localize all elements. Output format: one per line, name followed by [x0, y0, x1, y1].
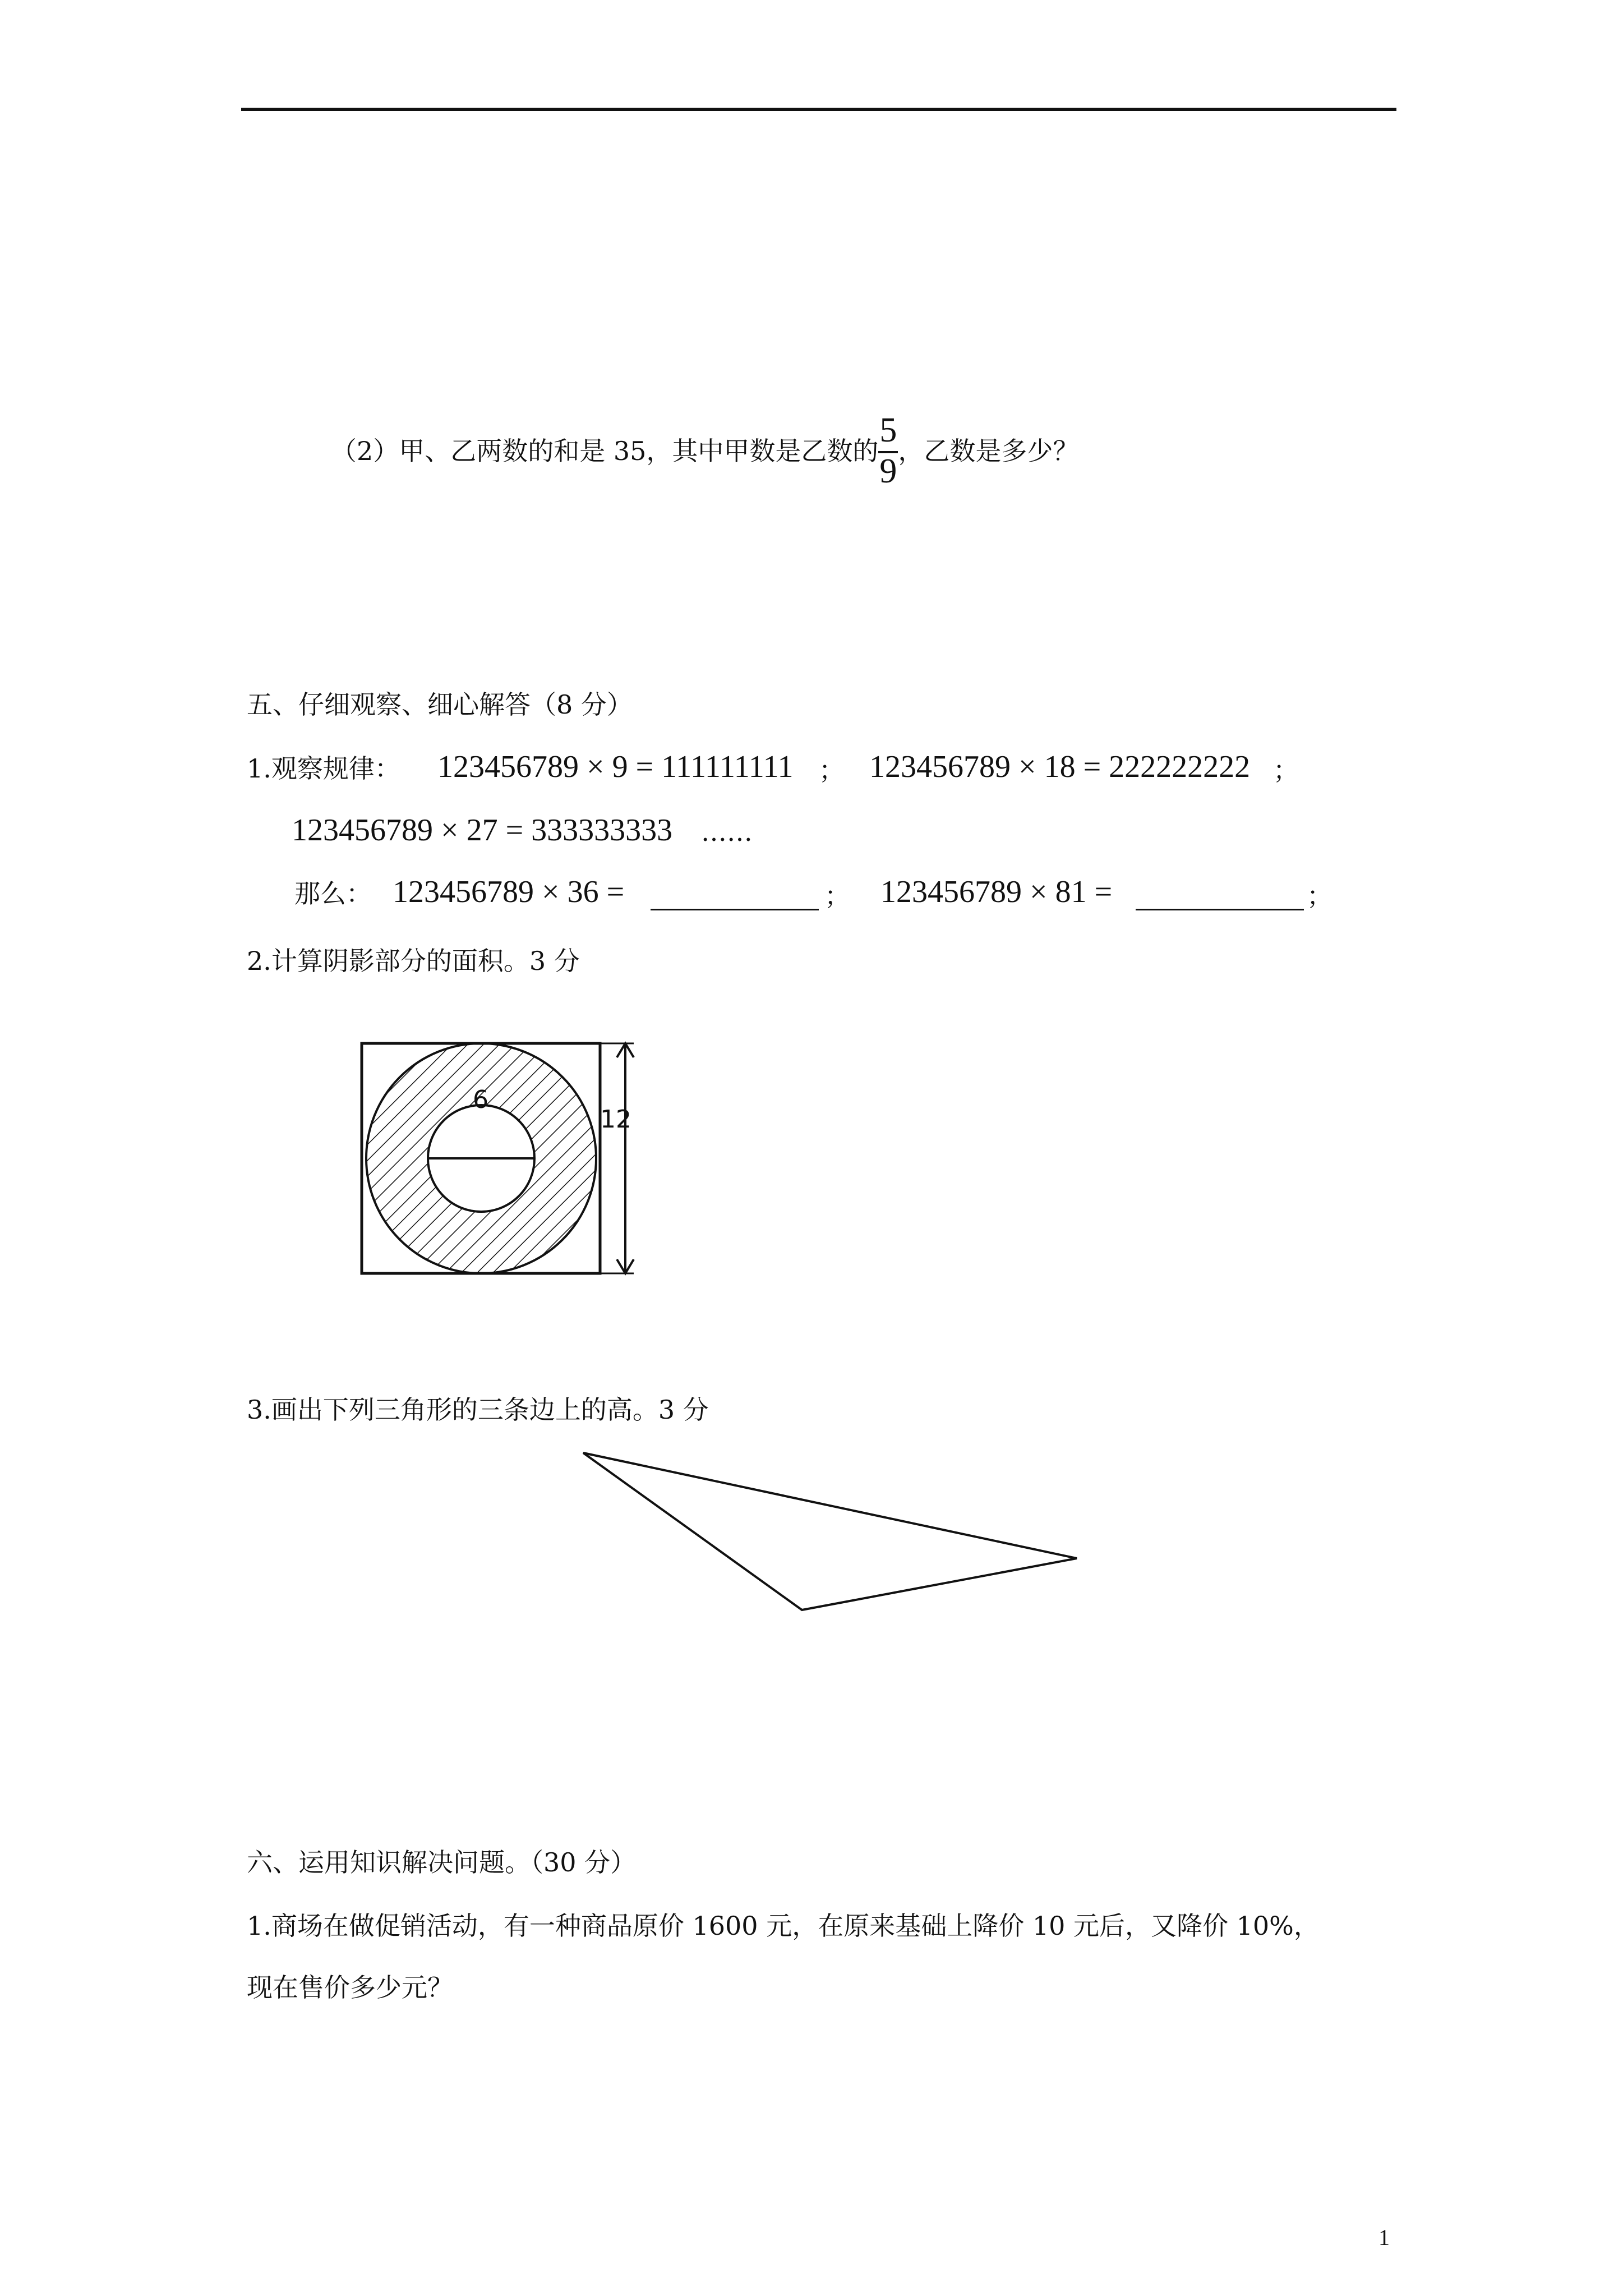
equation-4: 123456789 × 36 =: [393, 875, 625, 909]
separator-4: ；: [1307, 881, 1332, 911]
separator-2: ；: [1273, 755, 1299, 785]
inner-diameter-label: 6: [473, 1085, 488, 1114]
triangle: [583, 1453, 1077, 1610]
fraction-5-9: [878, 412, 898, 490]
triangle-figure: [561, 1436, 1088, 1627]
equation-3: 123456789 × 27 = 333333333: [292, 813, 673, 848]
question-4-2-suffix: ，乙数是多少？: [898, 436, 1079, 467]
equation-1: 123456789 × 9 = 111111111: [437, 749, 794, 784]
then-label: 那么：: [294, 878, 372, 909]
q5-1-label: 1.观察规律：: [247, 753, 400, 784]
annulus-figure: [336, 1032, 662, 1279]
separator-1: ；: [819, 755, 845, 785]
q6-1-line-1: 1.商场在做促销活动，有一种商品原价 1600 元，在原来基础上降价 10 元后，又降价 10%，: [247, 1911, 1320, 1941]
fraction-denominator: 9: [879, 452, 897, 491]
separator-3: ；: [824, 881, 850, 911]
equation-2: 123456789 × 18 = 222222222: [869, 749, 1251, 784]
header-rule: [241, 108, 1396, 111]
ellipsis: ……: [701, 817, 753, 847]
section-5-heading: 五、仔细观察、细心解答（8 分）: [247, 689, 633, 720]
equation-5: 123456789 × 81 =: [880, 875, 1113, 909]
side-length-label: 12: [600, 1105, 631, 1134]
fraction-numerator: 5: [878, 412, 898, 453]
section-6-heading: 六、运用知识解决问题。（30 分）: [247, 1847, 637, 1878]
answer-blank-2[interactable]: [1136, 881, 1304, 910]
q5-2: 2.计算阴影部分的面积。3 分: [247, 946, 580, 976]
q5-3: 3.画出下列三角形的三条边上的高。3 分: [247, 1395, 709, 1425]
question-4-2-prefix: （2）甲、乙两数的和是 35，其中甲数是乙数的: [331, 436, 879, 467]
question-4-2: [331, 412, 1078, 490]
page-number: 1: [1378, 2225, 1390, 2250]
q6-1-line-2: 现在售价多少元？: [247, 1972, 453, 2003]
answer-blank-1[interactable]: [651, 881, 819, 910]
